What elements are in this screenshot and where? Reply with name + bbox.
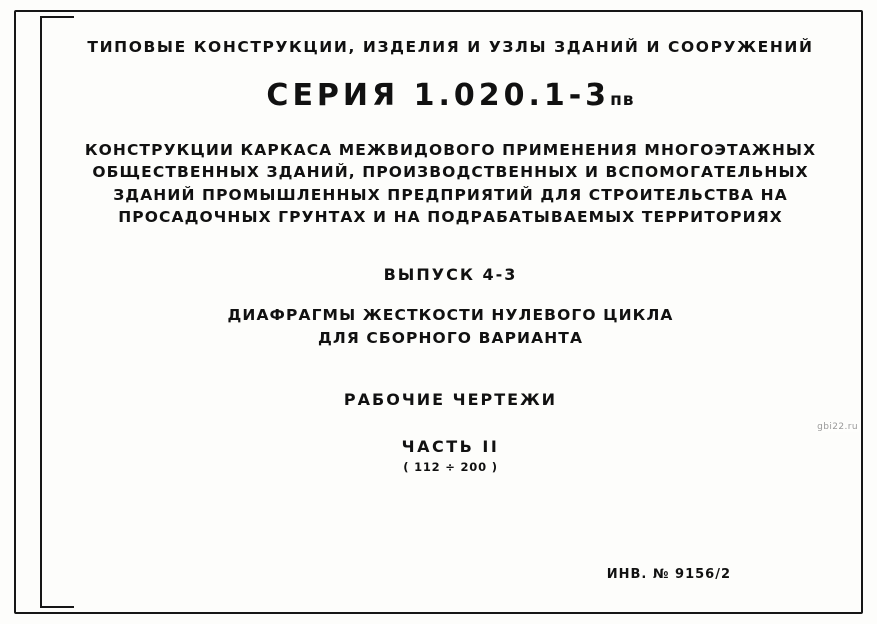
subtitle-line: КОНСТРУКЦИИ КАРКАСА МЕЖВИДОВОГО ПРИМЕНЕНИЯ МНОГОЭТАЖНЫХ <box>84 141 817 159</box>
subtitle-block <box>60 139 841 229</box>
inventory-number: ИНВ. № 9156/2 <box>606 567 731 582</box>
watermark: gbi22.ru <box>817 422 858 432</box>
title-block <box>60 18 841 604</box>
issue-description-block <box>60 304 841 351</box>
issue-label: ВЫПУСК 4-3 <box>383 264 518 284</box>
subtitle-line: ЗДАНИЙ ПРОМЫШЛЕННЫХ ПРЕДПРИЯТИЙ ДЛЯ СТРОИТЕЛЬСТВА НА <box>113 185 788 204</box>
series-title <box>60 78 841 113</box>
subtitle-line: ОБЩЕСТВЕННЫХ ЗДАНИЙ, ПРОИЗВОДСТВЕННЫХ И ВСПОМОГАТЕЛЬНЫХ <box>92 163 809 182</box>
drawings-label: РАБОЧИЕ ЧЕРТЕЖИ <box>343 390 558 410</box>
issue-description-line: ДИАФРАГМЫ ЖЕСТКОСТИ НУЛЕВОГО ЦИКЛА <box>227 305 674 324</box>
subtitle-line: ПРОСАДОЧНЫХ ГРУНТАХ И НА ПОДРАБАТЫВАЕМЫХ ТЕРРИТОРИЯХ <box>118 208 783 227</box>
document-header-line: ТИПОВЫЕ КОНСТРУКЦИИ, ИЗДЕЛИЯ И УЗЛЫ ЗДАНИЙ И СООРУЖЕНИЙ <box>87 38 814 56</box>
sheet-border-corner-bottom-left <box>40 606 74 608</box>
part-range: ( 112 ÷ 200 ) <box>403 460 498 475</box>
issue-description-line: ДЛЯ СБОРНОГО ВАРИАНТА <box>317 329 584 348</box>
series-suffix: пв <box>610 90 635 110</box>
part-label: ЧАСТЬ II <box>401 437 500 457</box>
series-number: СЕРИЯ 1.020.1-3 <box>266 78 611 113</box>
